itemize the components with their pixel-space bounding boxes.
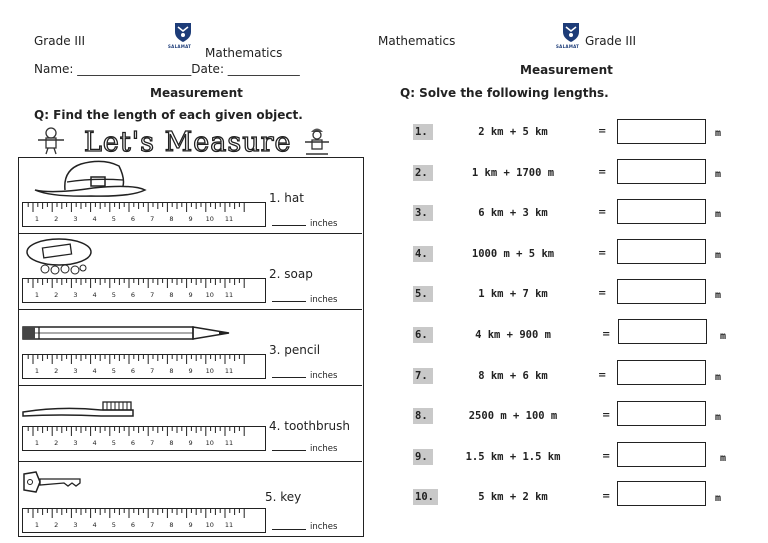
ruler-number: 8 — [169, 521, 174, 529]
ruler-number: 11 — [224, 367, 234, 375]
problem-expression: 6 km + 3 km — [478, 207, 548, 219]
ruler-number: 9 — [188, 291, 193, 299]
ruler-number: 5 — [111, 291, 116, 299]
problem-number: 2. — [413, 165, 433, 181]
answer-unit: m — [715, 209, 722, 220]
answer-box[interactable] — [617, 442, 706, 467]
ruler-number: 9 — [188, 439, 193, 447]
problem-number: 10. — [413, 489, 438, 505]
ruler-number: 5 — [111, 367, 116, 375]
ruler-number: 2 — [54, 215, 59, 223]
ruler-number: 8 — [169, 367, 174, 375]
name-date-line: Name: ___________________Date: ____________ — [34, 62, 300, 76]
ruler-scale — [23, 279, 264, 301]
answer-box[interactable] — [617, 401, 706, 426]
ruler-number: 7 — [150, 521, 155, 529]
answer-line[interactable] — [272, 450, 306, 451]
ruler-number: 5 — [111, 439, 116, 447]
ruler-number: 3 — [73, 215, 78, 223]
logo-caption-left: SALAMAT — [168, 44, 192, 49]
school-logo-left — [172, 21, 194, 43]
soap-picture — [23, 238, 103, 280]
ruler-number: 1 — [34, 215, 40, 223]
answer-box[interactable] — [617, 360, 706, 385]
ruler-number: 1 — [34, 521, 40, 529]
unit-label: inches — [310, 219, 338, 229]
shield-icon — [172, 21, 194, 43]
school-logo-right — [560, 21, 582, 43]
ruler-number: 10 — [205, 215, 214, 223]
answer-box[interactable] — [617, 481, 706, 506]
ruler-number: 9 — [188, 367, 193, 375]
problem-number: 6. — [413, 327, 433, 343]
item-label: 4. toothbrush — [269, 419, 350, 433]
ruler-number: 2 — [54, 521, 59, 529]
ruler-number: 4 — [92, 439, 97, 447]
unit-label: inches — [310, 371, 338, 381]
problem-expression: 1 km + 7 km — [478, 288, 548, 300]
left-question: Q: Find the length of each given object. — [34, 108, 303, 122]
item-label: 2. soap — [269, 267, 313, 281]
answer-box[interactable] — [617, 159, 706, 184]
ruler — [22, 354, 266, 379]
item-hat — [19, 158, 362, 234]
shield-icon — [560, 21, 582, 43]
ruler-number: 2 — [54, 439, 59, 447]
ruler-number: 8 — [169, 439, 174, 447]
ruler — [22, 426, 266, 451]
answer-line[interactable] — [272, 225, 306, 226]
ruler-number: 7 — [150, 215, 155, 223]
answer-box[interactable] — [617, 279, 706, 304]
unit-label: inches — [310, 522, 338, 532]
ruler-number: 2 — [54, 291, 59, 299]
scarecrow-left-icon — [36, 127, 66, 159]
answer-unit: m — [720, 453, 727, 464]
ruler-number: 10 — [205, 291, 214, 299]
ruler-number: 11 — [224, 439, 234, 447]
item-label: 5. key — [265, 490, 302, 504]
ruler-number: 8 — [169, 215, 174, 223]
ruler-number: 4 — [92, 367, 97, 375]
ruler-scale — [23, 427, 264, 449]
ruler-number: 1 — [34, 439, 40, 447]
equals-sign: = — [598, 207, 607, 218]
answer-unit: m — [720, 331, 727, 342]
ruler-number: 9 — [188, 521, 193, 529]
ruler-number: 6 — [130, 367, 136, 375]
left-topic: Measurement — [150, 86, 243, 100]
ruler-scale — [23, 509, 264, 531]
answer-box[interactable] — [617, 239, 706, 264]
ruler-number: 4 — [92, 291, 97, 299]
answer-unit: m — [715, 290, 722, 301]
ruler-number: 7 — [150, 291, 155, 299]
equals-sign: = — [602, 491, 611, 502]
equals-sign: = — [602, 451, 611, 462]
problem-expression: 1.5 km + 1.5 km — [465, 451, 561, 463]
problem-expression: 4 km + 900 m — [475, 329, 551, 341]
right-topic: Measurement — [520, 63, 613, 77]
ruler-number: 2 — [54, 367, 59, 375]
ruler — [22, 508, 266, 533]
answer-box[interactable] — [617, 119, 706, 144]
ruler-number: 9 — [188, 215, 193, 223]
equals-sign: = — [598, 248, 607, 259]
equals-sign: = — [598, 288, 607, 299]
item-label: 1. hat — [269, 191, 304, 205]
equals-sign: = — [598, 370, 607, 381]
ruler-number: 4 — [92, 521, 97, 529]
ruler-number: 10 — [205, 367, 214, 375]
ruler-number: 11 — [224, 291, 234, 299]
ruler-number: 5 — [111, 215, 116, 223]
logo-caption-right: SALAMAT — [556, 44, 580, 49]
equals-sign: = — [598, 167, 607, 178]
banner-title: Let's Measure — [84, 127, 292, 158]
answer-unit: m — [715, 169, 722, 180]
ruler-number: 10 — [205, 439, 214, 447]
problem-expression: 2500 m + 100 m — [468, 410, 558, 422]
item-label: 3. pencil — [269, 343, 321, 357]
answer-unit: m — [715, 250, 722, 261]
problem-expression: 2 km + 5 km — [478, 126, 548, 138]
answer-box[interactable] — [617, 199, 706, 224]
problem-number: 1. — [413, 124, 433, 140]
item-key — [19, 462, 362, 538]
problem-number: 8. — [413, 408, 433, 424]
ruler-number: 7 — [150, 439, 155, 447]
ruler-number: 8 — [169, 291, 174, 299]
ruler-number: 6 — [130, 521, 136, 529]
ruler-number: 3 — [73, 291, 78, 299]
answer-unit: m — [715, 412, 722, 423]
answer-line[interactable] — [272, 377, 306, 378]
answer-unit: m — [715, 128, 722, 139]
equals-sign: = — [602, 329, 611, 340]
answer-box[interactable] — [618, 319, 707, 344]
problem-expression: 1 km + 1700 m — [471, 167, 555, 179]
problem-number: 4. — [413, 246, 433, 262]
toothbrush-picture — [21, 400, 141, 424]
pencil-picture — [21, 324, 236, 346]
right-subject: Mathematics — [378, 34, 456, 48]
answer-unit: m — [715, 372, 722, 383]
item-toothbrush — [19, 386, 362, 462]
ruler-number: 6 — [130, 215, 136, 223]
equals-sign: = — [602, 410, 611, 421]
ruler-scale — [23, 203, 264, 225]
problem-expression: 1000 m + 5 km — [471, 248, 555, 260]
problem-number: 7. — [413, 368, 433, 384]
unit-label: inches — [310, 295, 338, 305]
right-grade: Grade III — [585, 34, 637, 48]
answer-unit: m — [715, 493, 722, 504]
left-grade: Grade III — [34, 34, 86, 48]
ruler-number: 1 — [34, 291, 40, 299]
ruler-number: 6 — [130, 291, 136, 299]
ruler-scale — [23, 355, 264, 377]
ruler-number: 6 — [130, 439, 136, 447]
ruler-number: 10 — [205, 521, 214, 529]
item-soap — [19, 234, 362, 310]
ruler-number: 4 — [92, 215, 97, 223]
problem-number: 5. — [413, 286, 433, 302]
measure-items-box — [18, 157, 364, 537]
ruler-number: 3 — [73, 367, 78, 375]
ruler — [22, 278, 266, 303]
problem-number: 9. — [413, 449, 433, 465]
scarecrow-right-icon — [302, 126, 332, 160]
answer-line[interactable] — [272, 529, 306, 530]
answer-line[interactable] — [272, 301, 306, 302]
problem-expression: 5 km + 2 km — [478, 491, 548, 503]
key-picture — [22, 470, 84, 498]
hat-picture — [33, 160, 148, 202]
problem-expression: 8 km + 6 km — [478, 370, 548, 382]
ruler-number: 11 — [224, 215, 234, 223]
ruler-number: 3 — [73, 439, 78, 447]
ruler-number: 1 — [34, 367, 40, 375]
ruler-number: 3 — [73, 521, 78, 529]
unit-label: inches — [310, 444, 338, 454]
right-question: Q: Solve the following lengths. — [400, 86, 609, 100]
problem-number: 3. — [413, 205, 433, 221]
equals-sign: = — [598, 126, 607, 137]
item-pencil — [19, 310, 362, 386]
ruler-number: 7 — [150, 367, 155, 375]
ruler-number: 5 — [111, 521, 116, 529]
ruler-number: 11 — [224, 521, 234, 529]
ruler — [22, 202, 266, 227]
left-subject: Mathematics — [205, 46, 283, 60]
